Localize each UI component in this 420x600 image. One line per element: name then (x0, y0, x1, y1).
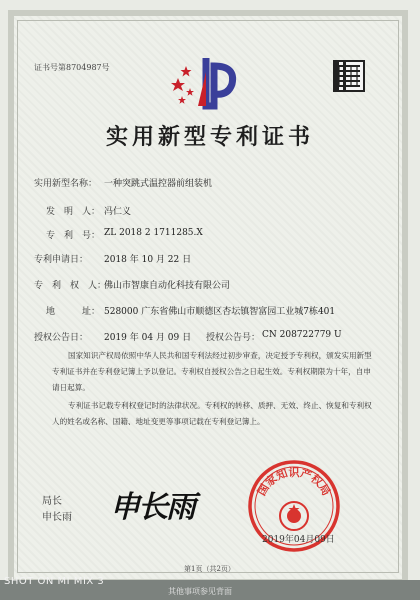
director-label: 局长 (42, 496, 62, 507)
field-name-label: 实用新型名称： (34, 179, 98, 189)
director-signature: 申长雨 (110, 490, 194, 525)
page-indicator: 第1页（共2页） (184, 565, 235, 573)
field-grant-no-value: CN 208722779 U (262, 330, 342, 340)
legal-paragraph-2: 专利证书记载专利权登记时的法律状况。专利权的转移、质押、无效、终止、恢复和专利权人的姓名或名称、国籍、地址变更等事项记载在专利登记簿上。 (52, 401, 372, 426)
camera-watermark: SHOT ON MI MIX 3 (4, 576, 105, 587)
certificate-number: 证书号第8704987号 (34, 63, 110, 72)
footer-note: 其他事项参见背面 (168, 587, 232, 596)
field-grant-date-label: 授权公告日： (34, 333, 89, 343)
field-address-value: 528000 广东省佛山市顺德区杏坛镇智富园工业城7栋401 (104, 307, 336, 317)
field-patentee-label: 专 利 权 人： (34, 281, 107, 291)
field-grant-no-label: 授权公告号： (206, 333, 261, 343)
field-address-label: 地 址： (46, 307, 101, 317)
field-name-value: 一种突跳式温控器前组装机 (104, 179, 213, 189)
field-patent-no-value: ZL 2018 2 1711285.X (104, 228, 203, 238)
field-inventor-value: 冯仁义 (104, 207, 132, 217)
qr-code-icon (333, 60, 365, 92)
certificate-title: 实用新型专利证书 (105, 124, 314, 150)
legal-paragraph-1: 国家知识产权局依照中华人民共和国专利法经过初步审查，决定授予专利权，颁发实用新型专利证书并在专利登记簿上予以登记。专利权自授权公告之日起生效。专利权期限为十年，自申请日起算。 (52, 351, 372, 392)
field-filing-date-value: 2018 年 10 月 22 日 (104, 255, 192, 265)
field-grant-date-value: 2019 年 04 月 09 日 (104, 333, 192, 343)
seal-text: 国家知识产权局 (255, 466, 333, 498)
seal-date: 2019年04月09日 (262, 535, 335, 545)
field-patent-no-label: 专 利 号： (46, 231, 101, 241)
field-patentee-value: 佛山市智康自动化科技有限公司 (104, 281, 231, 291)
field-inventor-label: 发 明 人： (46, 207, 101, 217)
field-filing-date-label: 专利申请日： (34, 255, 89, 265)
logo-icon (170, 52, 248, 114)
director-name: 申长雨 (42, 512, 72, 523)
